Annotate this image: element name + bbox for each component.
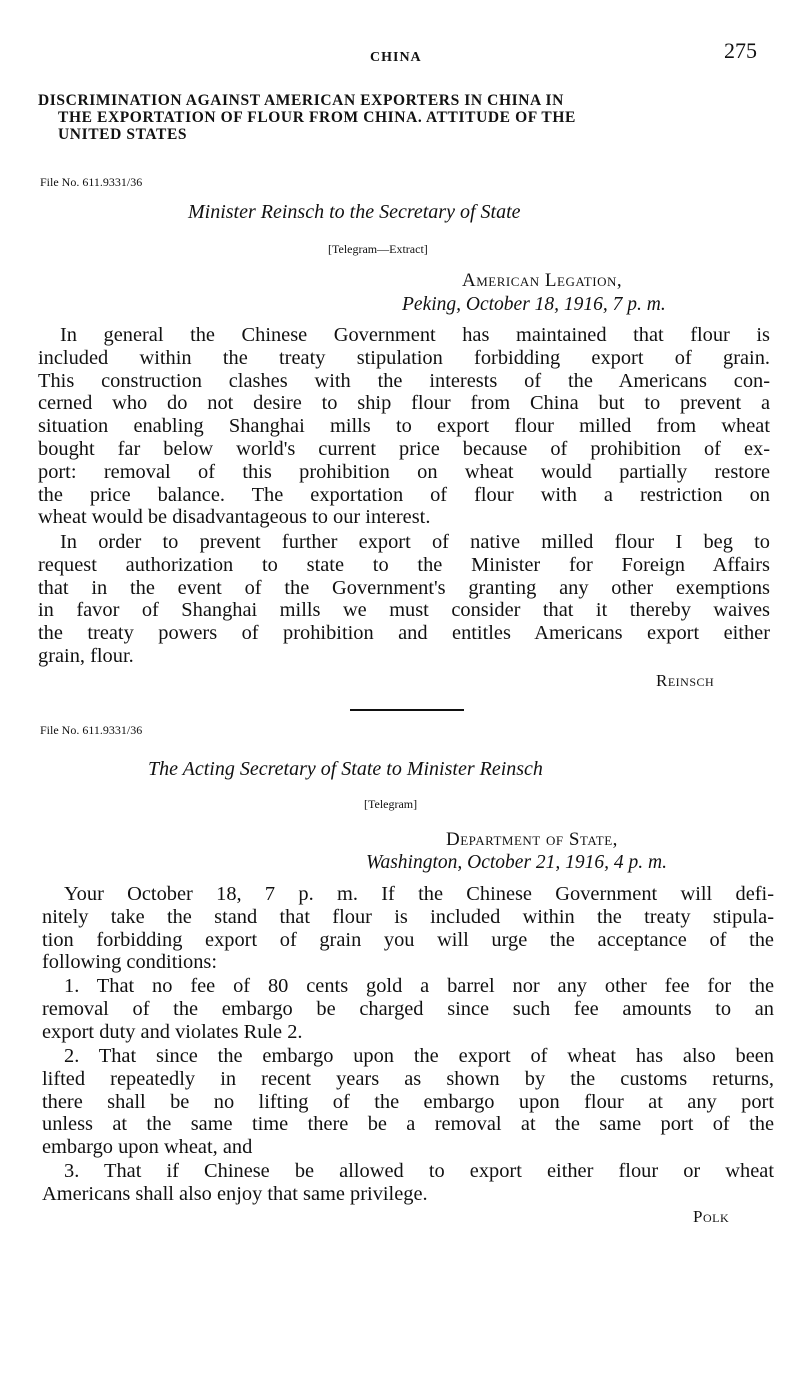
text-line: following conditions: <box>42 951 218 974</box>
section-title-line: UNITED STATES <box>58 126 188 143</box>
text-line: Your October 18, 7 p. m. If the Chinese Government will defi- <box>64 883 774 905</box>
section-title-line: THE EXPORTATION OF FLOUR FROM CHINA. ATTITUDE OF THE <box>58 109 576 126</box>
text-line: bought far below world's current price because of prohibition of ex- <box>38 437 770 460</box>
page-number: 275 <box>724 38 757 63</box>
signature: Reinsch <box>656 671 715 690</box>
list-item <box>42 1160 774 1206</box>
file-number: File No. 611.9331/36 <box>40 723 143 737</box>
text-line: request authorization to state to the Minister for Foreign Affairs <box>38 553 770 576</box>
text-line: nitely take the stand that flour is included within the treaty stipula- <box>42 905 774 928</box>
text-line: export duty and violates Rule 2. <box>42 1020 303 1043</box>
text-line: This construction clashes with the interests of the Americans con- <box>38 369 770 392</box>
section-title <box>38 92 768 143</box>
text-line: that in the event of the Government's granting any other exemptions <box>38 576 770 599</box>
text-line: Americans shall also enjoy that same privilege. <box>42 1182 428 1205</box>
text-line: included within the treaty stipulation forbidding export of grain. <box>38 346 770 369</box>
text-line: grain, flour. <box>38 644 134 667</box>
paragraph <box>42 883 774 974</box>
text-line: embargo upon wheat, and <box>42 1136 253 1159</box>
text-line: unless at the same time there be a removal at the same port of the <box>42 1113 774 1136</box>
text-line: removal of the embargo be charged since such fee amounts to an <box>42 997 774 1020</box>
file-number: File No. 611.9331/36 <box>40 175 143 189</box>
sender-office: American Legation, <box>462 270 623 291</box>
section-title-line: DISCRIMINATION AGAINST AMERICAN EXPORTERS IN CHINA IN <box>38 92 564 109</box>
text-line: lifted repeatedly in recent years as shown by the customs returns, <box>42 1067 774 1090</box>
text-line: the price balance. The exportation of flour with a restriction on <box>38 483 770 506</box>
running-head: CHINA <box>370 50 422 65</box>
text-line: wheat would be disadvantageous to our interest. <box>38 506 431 529</box>
text-line: cerned who do not desire to ship flour from China but to prevent a <box>38 392 770 415</box>
text-line: tion forbidding export of grain you will urge the acceptance of the <box>42 928 774 951</box>
list-item <box>42 1045 774 1159</box>
text-line: In general the Chinese Government has maintained that flour is <box>60 324 770 346</box>
text-line: the treaty powers of prohibition and entitles Americans export either <box>38 622 770 645</box>
document-note: [Telegram] <box>364 797 418 811</box>
document-title: Minister Reinsch to the Secretary of State <box>188 201 521 223</box>
place-date: Peking, October 18, 1916, 7 p. m. <box>402 294 666 315</box>
place-date: Washington, October 21, 1916, 4 p. m. <box>366 852 667 873</box>
paragraph <box>38 531 770 668</box>
text-line: 1. That no fee of 80 cents gold a barrel nor any other fee for the <box>64 975 774 997</box>
signature: Polk <box>693 1207 730 1226</box>
text-line: there shall be no lifting of the embargo upon flour at any port <box>42 1090 774 1113</box>
text-line: In order to prevent further export of native milled flour I beg to <box>60 531 770 553</box>
document-note: [Telegram—Extract] <box>328 242 428 256</box>
text-line: 3. That if Chinese be allowed to export either flour or wheat <box>64 1160 774 1182</box>
document-title: The Acting Secretary of State to Minister Reinsch <box>148 758 543 780</box>
text-line: 2. That since the embargo upon the export of wheat has also been <box>64 1045 774 1067</box>
sender-office: Department of State, <box>446 829 618 850</box>
text-line: situation enabling Shanghai mills to export flour milled from wheat <box>38 415 770 438</box>
paragraph <box>38 324 770 529</box>
text-line: in favor of Shanghai mills we must consider that it thereby waives <box>38 599 770 622</box>
section-divider <box>350 709 464 711</box>
list-item <box>42 975 774 1043</box>
text-line: port: removal of this prohibition on wheat would partially restore <box>38 460 770 483</box>
